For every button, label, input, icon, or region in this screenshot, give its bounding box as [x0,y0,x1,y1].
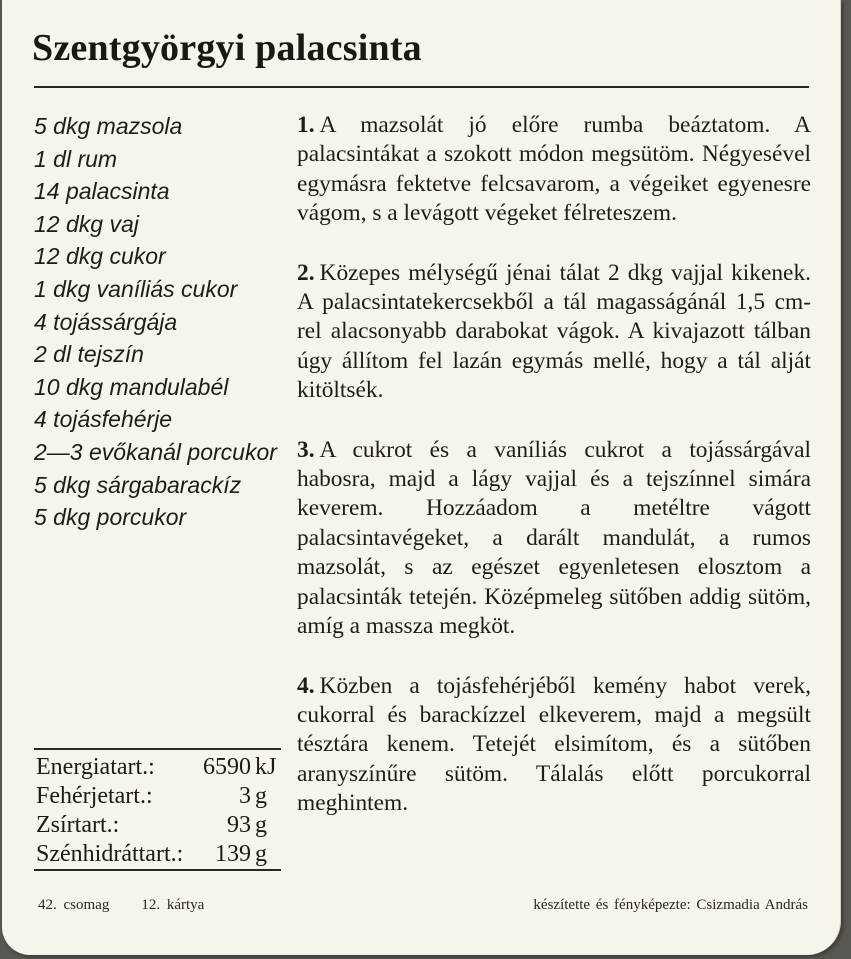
step-2 [297,259,811,406]
nutrition-label: Fehérjetart.: [36,783,153,809]
nutrition-value: 6590 [203,754,251,780]
ingredient-item: 1 dkg vaníliás cukor [34,275,238,302]
ingredient-item: 4 tojássárgája [34,308,178,335]
recipe-card [2,0,841,955]
nutrition-value: 93 [227,812,251,838]
nutrition-row-carbs [36,840,281,869]
preparation-steps [297,111,811,849]
step-4 [297,672,811,819]
ingredient-item: 1 dl rum [34,145,118,172]
ingredient-item: 5 dkg porcukor [34,504,187,531]
nutrition-row-protein [36,782,281,811]
ingredient-item: 5 dkg sárgabarackíz [34,471,242,498]
ingredient-item: 5 dkg mazsola [34,113,183,139]
recipe-title: Szentgyörgyi palacsinta [32,27,422,69]
nutrition-unit: g [255,783,267,809]
step-number: 4. [297,672,315,699]
nutrition-row-energy [36,753,281,782]
step-text: A mazsolát jó előre rumba beáztatom. A palacsintákat a szokott módon megsütöm. Négyesével egymásra fektetve felcsavarom, a végeiket egyenesre vágom, s a levágott végeket félreteszem. [297,112,811,227]
step-number: 3. [297,436,315,463]
nutrition-unit: g [255,841,267,867]
step-text: Közben a tojásfehérjéből kemény habot verek, cukorral és barackízzel elkeverem, majd a megsült tésztára kenem. Tetejét elsimítom, és a sütőben aranyszínűre sütöm. Tálalás előtt porcukorral meghintem. [297,672,811,817]
card-number: 12. kártya [141,897,205,913]
nutrition-divider-top [34,748,281,750]
package-number: 42. csomag [38,897,110,913]
nutrition-divider-bottom [34,869,281,871]
nutrition-row-fat [36,811,281,840]
step-number: 1. [297,112,315,138]
ingredient-item: 2 dl tejszín [34,341,144,368]
ingredient-item: 12 dkg vaj [34,210,139,237]
nutrition-value: 3 [239,783,251,809]
ingredient-item: 2—3 evőkanál porcukor [34,438,277,465]
nutrition-label: Zsírtart.: [36,812,120,838]
nutrition-unit: g [255,812,267,838]
footer-credit: készítette és fényképezte: Csizmadia András [533,897,808,913]
step-text: Közepes mélységű jénai tálat 2 dkg vajjal kikenek. A palacsintatekercsekből a tál magasságánál 1,5 cm-rel alacsonyabb darabokat vágok. A kivajazott tálban úgy állítom fel lazán egymás mellé, hogy a tál alját kitöltsék. [297,259,811,404]
ingredient-item: 10 dkg mandulabél [34,373,229,400]
footer-series [38,897,204,914]
nutrition-value: 139 [215,841,251,867]
nutrition-unit: kJ [255,754,277,780]
ingredient-list [34,110,284,534]
ingredient-item: 12 dkg cukor [34,243,166,270]
step-1 [297,111,811,229]
title-divider [34,86,809,88]
step-text: A cukrot és a vaníliás cukrot a tojássárgával habosra, majd a lágy vajjal és a tejszínnel simára keverem. Hozzáadom a metéltre vágott palacsintavégeket, a darált mandulát, a rumos mazsolát, s az egészet egyenletesen elosztom a palacsinták tetején. Középmeleg sütőben addig sütöm, amíg a massza megköt. [297,436,811,640]
nutrition-table [36,753,281,869]
step-number: 2. [297,259,315,286]
step-3 [297,436,811,642]
ingredient-item: 4 tojásfehérje [34,406,173,433]
nutrition-label: Szénhidráttart.: [36,841,184,867]
nutrition-label: Energiatart.: [36,754,155,780]
ingredient-item: 14 palacsinta [34,178,170,205]
